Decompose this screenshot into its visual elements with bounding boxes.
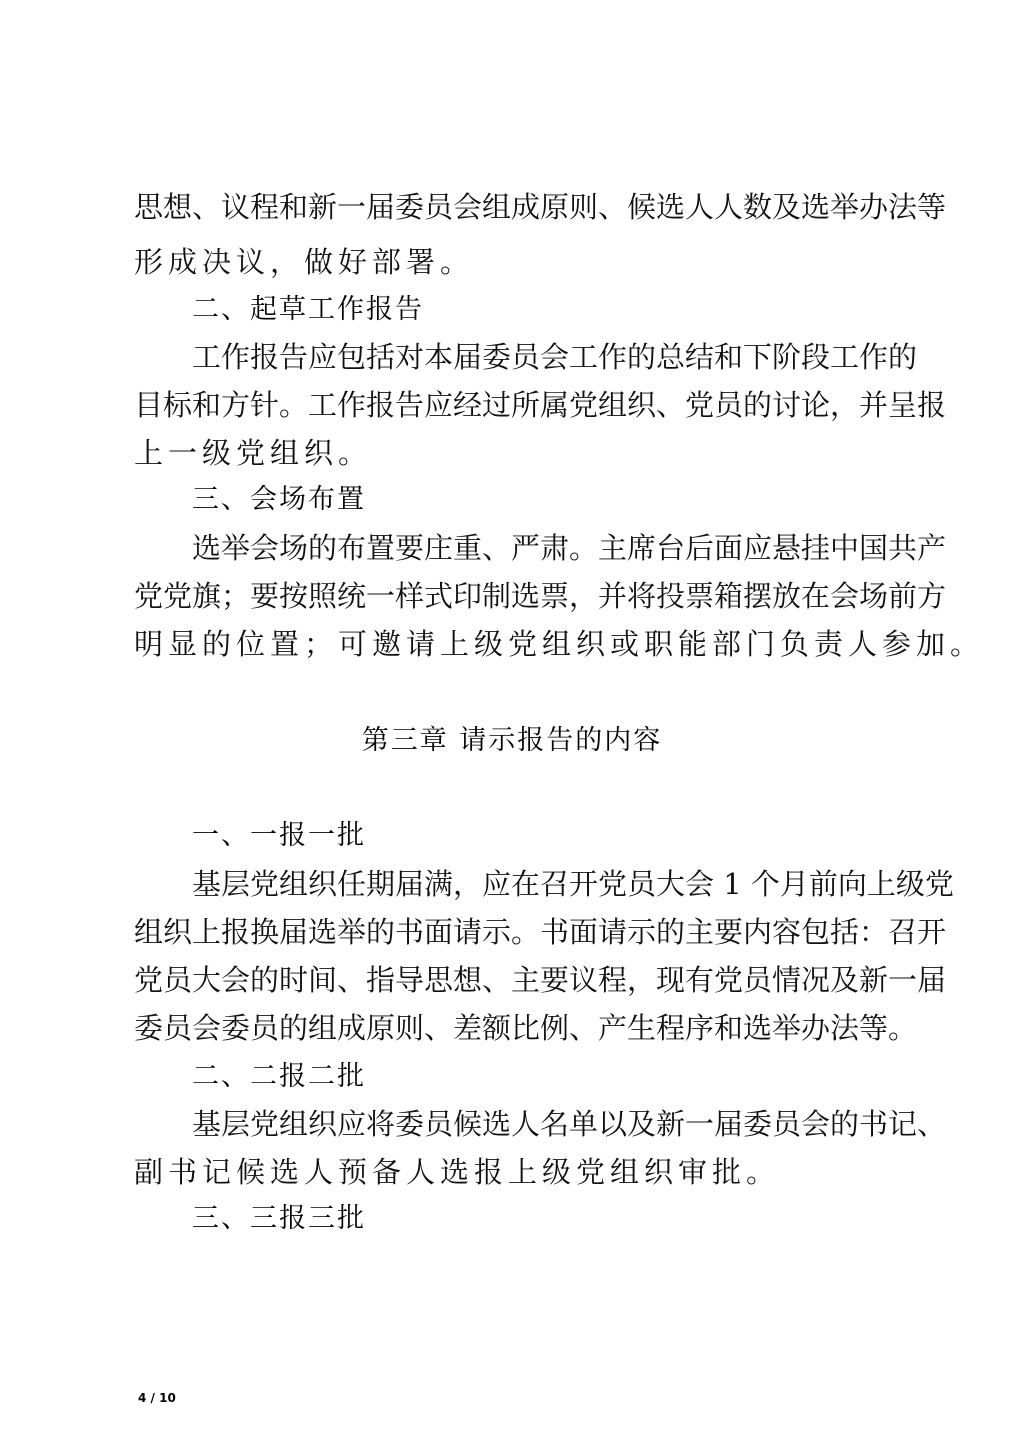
- paragraph-line: 基层党组织任期届满，应在召开党员大会 1 个月前向上级党: [192, 867, 954, 901]
- paragraph-line: 上一级党组织。: [134, 436, 373, 470]
- paragraph-line: 组织上报换届选举的书面请示。书面请示的主要内容包括：召开: [134, 915, 947, 949]
- paragraph-line: 党员大会的时间、指导思想、主要议程，现有党员情况及新一届: [134, 963, 947, 997]
- paragraph-line: 工作报告应包括对本届委员会工作的总结和下阶段工作的: [192, 340, 918, 374]
- paragraph-line: 委员会委员的组成原则、差额比例、产生程序和选举办法等。: [134, 1011, 918, 1045]
- chapter-title: 第三章 请示报告的内容: [361, 725, 663, 756]
- paragraph-line: 副书记候选人预备人选报上级党组织审批。: [134, 1155, 781, 1189]
- paragraph-line: 基层党组织应将委员候选人名单以及新一届委员会的书记、: [192, 1107, 947, 1141]
- paragraph-line: 形成决议，做好部署。: [134, 245, 475, 279]
- section-heading-draft-report: 二、起草工作报告: [192, 294, 424, 325]
- paragraph-line: 选举会场的布置要庄重、严肃。主席台后面应悬挂中国共产: [192, 531, 947, 565]
- section-heading-report-2: 二、二报二批: [192, 1061, 366, 1092]
- section-heading-venue: 三、会场布置: [192, 484, 366, 515]
- page-number: 4 / 10: [138, 1391, 176, 1405]
- paragraph-line: 党党旗；要按照统一样式印制选票，并将投票箱摆放在会场前方: [134, 579, 947, 613]
- paragraph-line: 目标和方针。工作报告应经过所属党组织、党员的讨论，并呈报: [134, 388, 947, 422]
- section-heading-report-1: 一、一报一批: [192, 820, 366, 851]
- paragraph-line: 思想、议程和新一届委员会组成原则、候选人人数及选举办法等: [134, 190, 947, 224]
- paragraph-line: 明显的位置；可邀请上级党组织或职能部门负责人参加。: [134, 627, 985, 661]
- section-heading-report-3: 三、三报三批: [192, 1203, 366, 1234]
